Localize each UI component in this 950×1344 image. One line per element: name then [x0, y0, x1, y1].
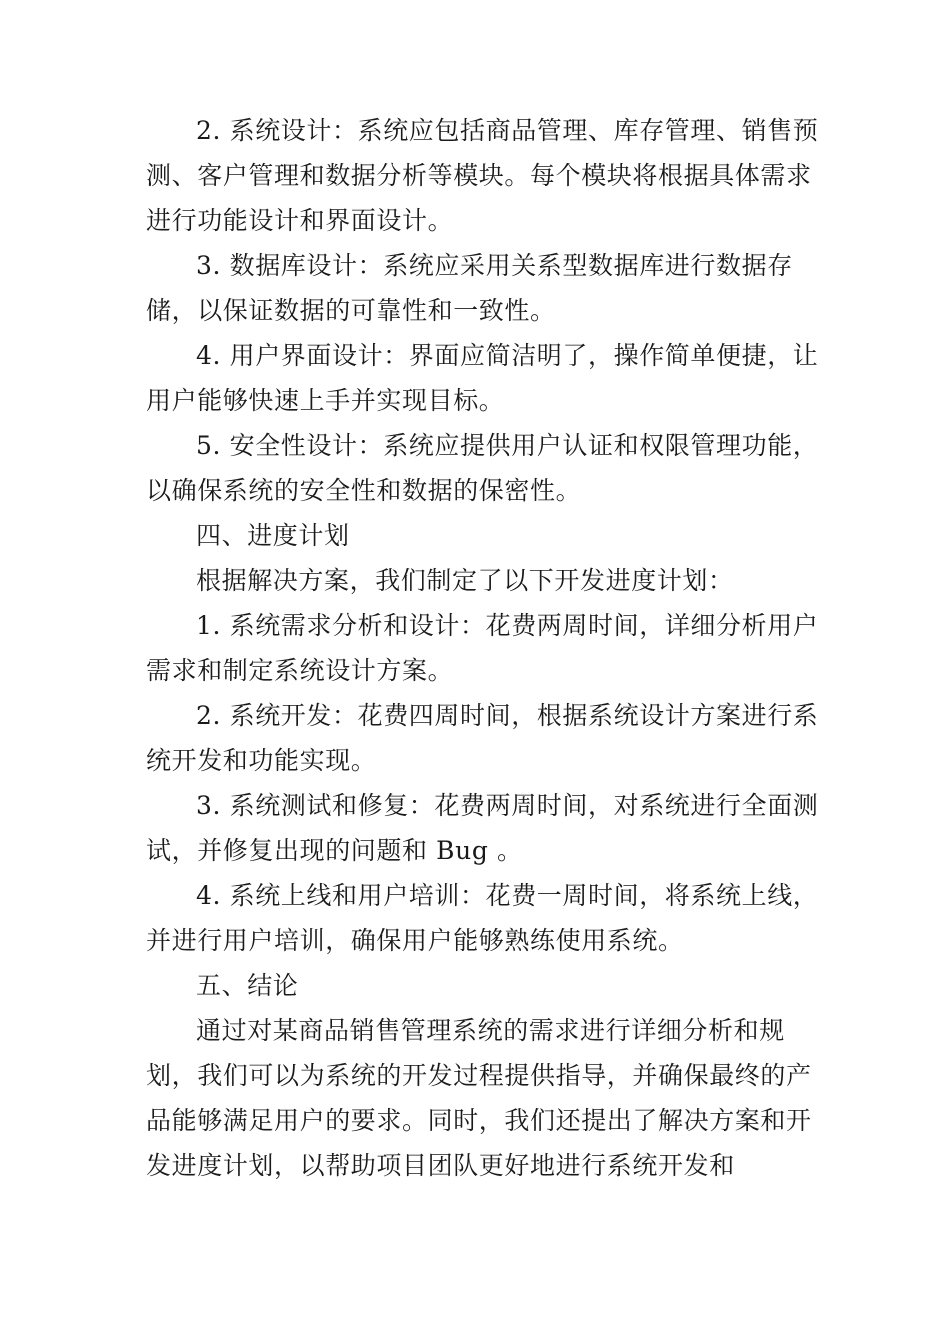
paragraph-conclusion: 通过对某商品销售管理系统的需求进行详细分析和规划，我们可以为系统的开发过程提供指导，并确保最终的产品能够满足用户的要求。同时，我们还提出了解决方案和开发进度计划，以帮助项目团队更好地进行系统开发和 [146, 1016, 812, 1180]
document-body [146, 108, 826, 1188]
paragraph-schedule-item-2: 2. 系统开发：花费四周时间，根据系统设计方案进行系统开发和功能实现。 [146, 701, 819, 775]
paragraph-schedule-item-3: 3. 系统测试和修复：花费两周时间，对系统进行全面测试，并修复出现的问题和 Bug 。 [146, 791, 819, 865]
paragraph-security-design: 5. 安全性设计：系统应提供用户认证和权限管理功能，以确保系统的安全性和数据的保密性。 [146, 431, 819, 505]
paragraph-system-design: 2. 系统设计：系统应包括商品管理、库存管理、销售预测、客户管理和数据分析等模块。每个模块将根据具体需求进行功能设计和界面设计。 [146, 116, 819, 235]
paragraph-schedule-intro: 根据解决方案，我们制定了以下开发进度计划： [196, 566, 734, 595]
paragraph-schedule-item-1: 1. 系统需求分析和设计：花费两周时间，详细分析用户需求和制定系统设计方案。 [146, 611, 819, 685]
paragraph-database-design: 3. 数据库设计：系统应采用关系型数据库进行数据存储，以保证数据的可靠性和一致性。 [146, 251, 793, 325]
paragraph-ui-design: 4. 用户界面设计：界面应简洁明了，操作简单便捷，让用户能够快速上手并实现目标。 [146, 341, 819, 415]
section-heading-conclusion: 五、结论 [196, 971, 299, 1000]
section-heading-schedule: 四、进度计划 [196, 521, 350, 550]
paragraph-schedule-item-4: 4. 系统上线和用户培训：花费一周时间，将系统上线，并进行用户培训，确保用户能够熟练使用系统。 [146, 881, 819, 955]
